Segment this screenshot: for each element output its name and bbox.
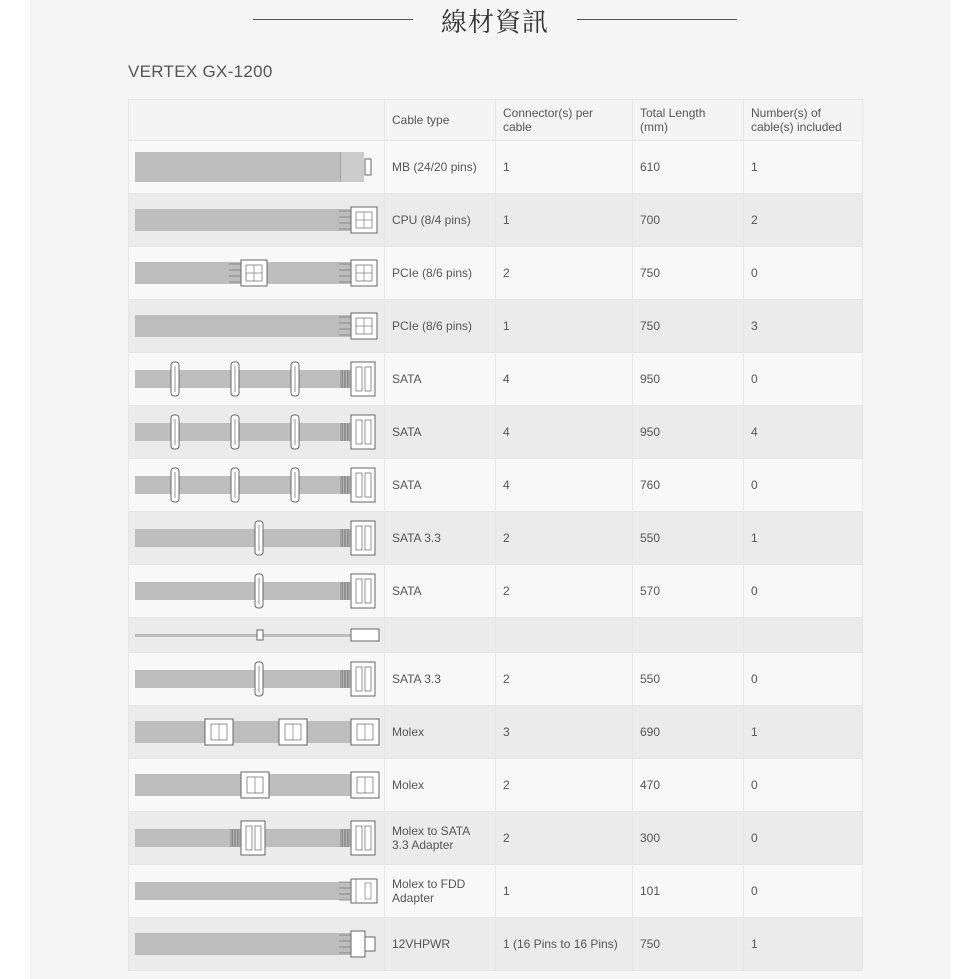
cable-count-cell bbox=[744, 618, 863, 653]
cable-type-cell: Molex bbox=[385, 706, 496, 759]
cable-count-cell: 0 bbox=[744, 759, 863, 812]
total-length-cell: 700 bbox=[633, 194, 744, 247]
column-header-cable-type: Cable type bbox=[385, 100, 496, 141]
sata-3-3-cable-icon bbox=[129, 512, 384, 564]
cable-count-cell: 0 bbox=[744, 247, 863, 300]
cable-type-cell: SATA 3.3 bbox=[385, 512, 496, 565]
total-length-cell: 760 bbox=[633, 459, 744, 512]
table-row bbox=[129, 618, 863, 653]
connectors-per-cable-cell bbox=[496, 618, 633, 653]
total-length-cell: 101 bbox=[633, 865, 744, 918]
connectors-per-cable-cell: 2 bbox=[496, 512, 633, 565]
table-row bbox=[129, 565, 863, 618]
table-row bbox=[129, 353, 863, 406]
column-header-length: Total Length (mm) bbox=[633, 100, 744, 141]
cable-image-cell bbox=[129, 512, 385, 565]
section-header bbox=[0, 0, 979, 40]
cable-count-cell: 1 bbox=[744, 706, 863, 759]
model-name: VERTEX GX-1200 bbox=[128, 62, 273, 81]
sata-4-connector-cable-icon bbox=[129, 353, 384, 405]
table-row bbox=[129, 865, 863, 918]
cable-image-cell bbox=[129, 353, 385, 406]
cable-image-cell bbox=[129, 812, 385, 865]
cable-count-cell: 0 bbox=[744, 653, 863, 706]
title-rule-right bbox=[577, 19, 737, 20]
connectors-per-cable-cell: 2 bbox=[496, 759, 633, 812]
cable-count-cell: 3 bbox=[744, 300, 863, 353]
total-length-cell: 950 bbox=[633, 406, 744, 459]
total-length-cell: 470 bbox=[633, 759, 744, 812]
table-row bbox=[129, 512, 863, 565]
cable-type-cell: Molex bbox=[385, 759, 496, 812]
total-length-cell: 550 bbox=[633, 653, 744, 706]
cable-image-cell bbox=[129, 653, 385, 706]
cable-type-cell: Molex to FDD Adapter bbox=[385, 865, 496, 918]
connectors-per-cable-cell: 4 bbox=[496, 459, 633, 512]
cable-type-cell: SATA bbox=[385, 353, 496, 406]
table-row bbox=[129, 247, 863, 300]
connectors-per-cable-cell: 3 bbox=[496, 706, 633, 759]
cable-image-cell bbox=[129, 247, 385, 300]
sata-3-3-cable-icon bbox=[129, 653, 384, 705]
table-header-row bbox=[129, 100, 863, 141]
total-length-cell: 690 bbox=[633, 706, 744, 759]
cable-image-cell bbox=[129, 865, 385, 918]
table-row bbox=[129, 653, 863, 706]
connectors-per-cable-cell: 1 bbox=[496, 194, 633, 247]
total-length-cell: 750 bbox=[633, 918, 744, 971]
cable-type-cell: PCIe (8/6 pins) bbox=[385, 300, 496, 353]
column-header-count: Number(s) of cable(s) included bbox=[744, 100, 863, 141]
cable-image-cell bbox=[129, 141, 385, 194]
cable-image-cell bbox=[129, 918, 385, 971]
cable-count-cell: 2 bbox=[744, 194, 863, 247]
pcie-single-cable-icon bbox=[129, 300, 384, 352]
connectors-per-cable-cell: 4 bbox=[496, 406, 633, 459]
cable-count-cell: 0 bbox=[744, 865, 863, 918]
cable-type-cell: 12VHPWR bbox=[385, 918, 496, 971]
table-row bbox=[129, 459, 863, 512]
cable-count-cell: 0 bbox=[744, 565, 863, 618]
cable-image-cell bbox=[129, 300, 385, 353]
connectors-per-cable-cell: 1 (16 Pins to 16 Pins) bbox=[496, 918, 633, 971]
cable-image-cell bbox=[129, 565, 385, 618]
cable-type-cell: CPU (8/4 pins) bbox=[385, 194, 496, 247]
title-rule-left bbox=[253, 19, 413, 20]
cable-count-cell: 0 bbox=[744, 353, 863, 406]
sata-4-connector-cable-icon bbox=[129, 406, 384, 458]
column-header-connectors: Connector(s) per cable bbox=[496, 100, 633, 141]
table-row bbox=[129, 812, 863, 865]
connectors-per-cable-cell: 1 bbox=[496, 141, 633, 194]
table-row bbox=[129, 759, 863, 812]
cpu-8-pin-cable-icon bbox=[129, 194, 384, 246]
table-row bbox=[129, 141, 863, 194]
cable-type-cell: PCIe (8/6 pins) bbox=[385, 247, 496, 300]
cable-image-cell bbox=[129, 706, 385, 759]
connectors-per-cable-cell: 1 bbox=[496, 865, 633, 918]
cable-type-cell bbox=[385, 618, 496, 653]
cable-image-cell bbox=[129, 406, 385, 459]
cable-count-cell: 1 bbox=[744, 141, 863, 194]
12vhpwr-cable-icon bbox=[129, 918, 384, 970]
cable-image-cell bbox=[129, 459, 385, 512]
total-length-cell: 550 bbox=[633, 512, 744, 565]
cable-type-cell: SATA bbox=[385, 459, 496, 512]
cable-type-cell: MB (24/20 pins) bbox=[385, 141, 496, 194]
total-length-cell: 950 bbox=[633, 353, 744, 406]
section-title: 線材資訊 bbox=[440, 8, 549, 38]
cable-image-cell bbox=[129, 759, 385, 812]
cable-count-cell: 4 bbox=[744, 406, 863, 459]
cable-count-cell: 0 bbox=[744, 459, 863, 512]
table-row bbox=[129, 194, 863, 247]
molex-2-connector-cable-icon bbox=[129, 759, 384, 811]
table-row bbox=[129, 918, 863, 971]
molex-3-connector-cable-icon bbox=[129, 706, 384, 758]
total-length-cell: 570 bbox=[633, 565, 744, 618]
connectors-per-cable-cell: 1 bbox=[496, 300, 633, 353]
connectors-per-cable-cell: 2 bbox=[496, 247, 633, 300]
connectors-per-cable-cell: 2 bbox=[496, 812, 633, 865]
sata-4-connector-cable-icon bbox=[129, 459, 384, 511]
total-length-cell: 300 bbox=[633, 812, 744, 865]
pcie-dual-cable-icon bbox=[129, 247, 384, 299]
cable-type-cell: SATA bbox=[385, 406, 496, 459]
mb-24-pin-cable-icon bbox=[129, 141, 384, 193]
total-length-cell: 610 bbox=[633, 141, 744, 194]
cable-type-cell: SATA 3.3 bbox=[385, 653, 496, 706]
molex-to-fdd-adapter-icon bbox=[129, 865, 384, 917]
cable-type-cell: Molex to SATA 3.3 Adapter bbox=[385, 812, 496, 865]
connectors-per-cable-cell: 2 bbox=[496, 565, 633, 618]
column-header-image bbox=[129, 100, 385, 141]
cable-count-cell: 1 bbox=[744, 512, 863, 565]
cable-count-cell: 1 bbox=[744, 918, 863, 971]
cable-image-cell bbox=[129, 194, 385, 247]
cable-spec-table bbox=[128, 99, 863, 971]
cable-count-cell: 0 bbox=[744, 812, 863, 865]
connectors-per-cable-cell: 4 bbox=[496, 353, 633, 406]
table-row bbox=[129, 406, 863, 459]
cable-image-cell bbox=[129, 618, 385, 653]
sata-thin-cable-icon bbox=[129, 618, 384, 652]
sata-2-connector-cable-icon bbox=[129, 565, 384, 617]
table-row bbox=[129, 706, 863, 759]
cable-type-cell: SATA bbox=[385, 565, 496, 618]
total-length-cell bbox=[633, 618, 744, 653]
table-row bbox=[129, 300, 863, 353]
connectors-per-cable-cell: 2 bbox=[496, 653, 633, 706]
molex-to-sata-adapter-icon bbox=[129, 812, 384, 864]
total-length-cell: 750 bbox=[633, 247, 744, 300]
total-length-cell: 750 bbox=[633, 300, 744, 353]
